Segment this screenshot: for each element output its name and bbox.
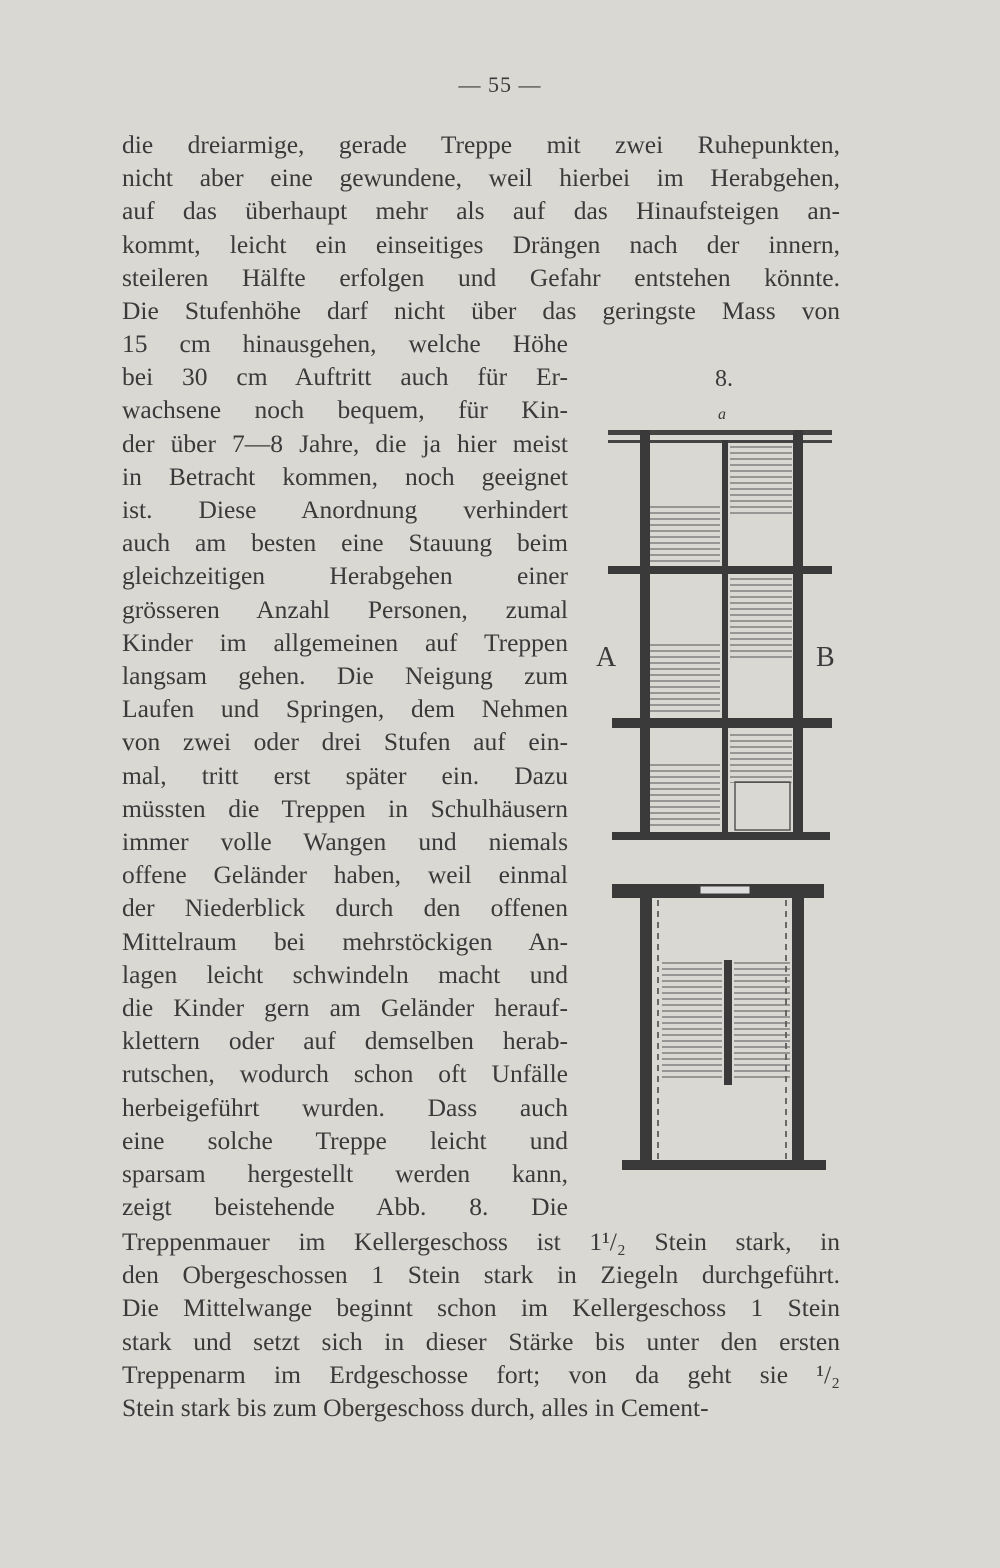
- text-line: kommt, leicht ein einseitiges Drängen nach der innern,: [122, 229, 840, 259]
- text-line: den Obergeschossen 1 Stein stark in Ziegeln durchgeführt.: [122, 1260, 840, 1290]
- text-line: grösseren Anzahl Personen, zumal: [122, 594, 568, 624]
- text-line: Laufen und Springen, dem Nehmen: [122, 694, 568, 724]
- text-line: Die Stufenhöhe darf nicht über das geringste Mass von: [122, 296, 840, 326]
- stair-plan: [612, 884, 826, 1170]
- text-line: offene Geländer haben, weil einmal: [122, 860, 568, 890]
- text-line: langsam gehen. Die Neigung zum: [122, 661, 568, 691]
- text-line: Treppenmauer im Kellergeschoss ist 1¹/₂ Stein stark, in: [122, 1227, 840, 1256]
- text-line: in Betracht kommen, noch geeignet: [122, 461, 568, 491]
- text-line: der über 7—8 Jahre, die ja hier meist: [122, 428, 568, 458]
- figure-small-label: a: [718, 406, 726, 423]
- text-line: die Kinder gern am Geländer herauf-: [122, 993, 568, 1023]
- text-line: auf das überhaupt mehr als auf das Hinaufsteigen an-: [122, 196, 840, 226]
- page-number: — 55 —: [458, 72, 542, 97]
- text-line: von zwei oder drei Stufen auf ein-: [122, 727, 568, 757]
- text-line: 15 cm hinausgehen, welche Höhe: [122, 329, 568, 358]
- text-line: ist. Diese Anordnung verhindert: [122, 495, 568, 525]
- text-line: Kinder im allgemeinen auf Treppen: [122, 627, 568, 657]
- text-line: herbeigeführt wurden. Dass auch: [122, 1092, 568, 1122]
- text-line: auch am besten eine Stauung beim: [122, 528, 568, 558]
- text-line: nicht aber eine gewundene, weil hierbei im Herabgehen,: [122, 163, 840, 193]
- text-line: immer volle Wangen und niemals: [122, 827, 568, 857]
- text-line: mal, tritt erst später ein. Dazu: [122, 760, 568, 790]
- text-line: steileren Hälfte erfolgen und Gefahr entstehen könnte.: [122, 262, 840, 292]
- text-line: gleichzeitigen Herabgehen einer: [122, 561, 568, 591]
- figure-number: 8.: [715, 366, 733, 392]
- text-line: lagen leicht schwindeln macht und: [122, 959, 568, 989]
- text-line: Die Mittelwange beginnt schon im Kellergeschoss 1 Stein: [122, 1293, 840, 1323]
- text-line: sparsam hergestellt werden kann,: [122, 1159, 568, 1189]
- text-line: stark und setzt sich in dieser Stärke bis unter den ersten: [122, 1326, 840, 1356]
- text-line: bei 30 cm Auftritt auch für Er-: [122, 362, 568, 392]
- text-line: wachsene noch bequem, für Kin-: [122, 395, 568, 425]
- text-line: eine solche Treppe leicht und: [122, 1125, 568, 1155]
- text-line: müssten die Treppen in Schulhäusern: [122, 793, 568, 823]
- figure-label-right: B: [816, 642, 835, 673]
- text-line: der Niederblick durch den offenen: [122, 893, 568, 923]
- text-line: Stein stark bis zum Obergeschoss durch, alles in Cement-: [122, 1393, 709, 1423]
- figure-label-left: A: [596, 642, 617, 673]
- text-line: zeigt beistehende Abb. 8. Die: [122, 1192, 568, 1222]
- text-line: die dreiarmige, gerade Treppe mit zwei Ruhepunkten,: [122, 130, 840, 159]
- text-line: rutschen, wodurch schon oft Unfälle: [122, 1059, 568, 1089]
- stair-section: [608, 430, 832, 840]
- text-line: klettern oder auf demselben herab-: [122, 1026, 568, 1056]
- text-line: Treppenarm im Erdgeschosse fort; von da geht sie ¹/₂: [122, 1359, 840, 1389]
- text-line: Mittelraum bei mehrstöckigen An-: [122, 926, 568, 956]
